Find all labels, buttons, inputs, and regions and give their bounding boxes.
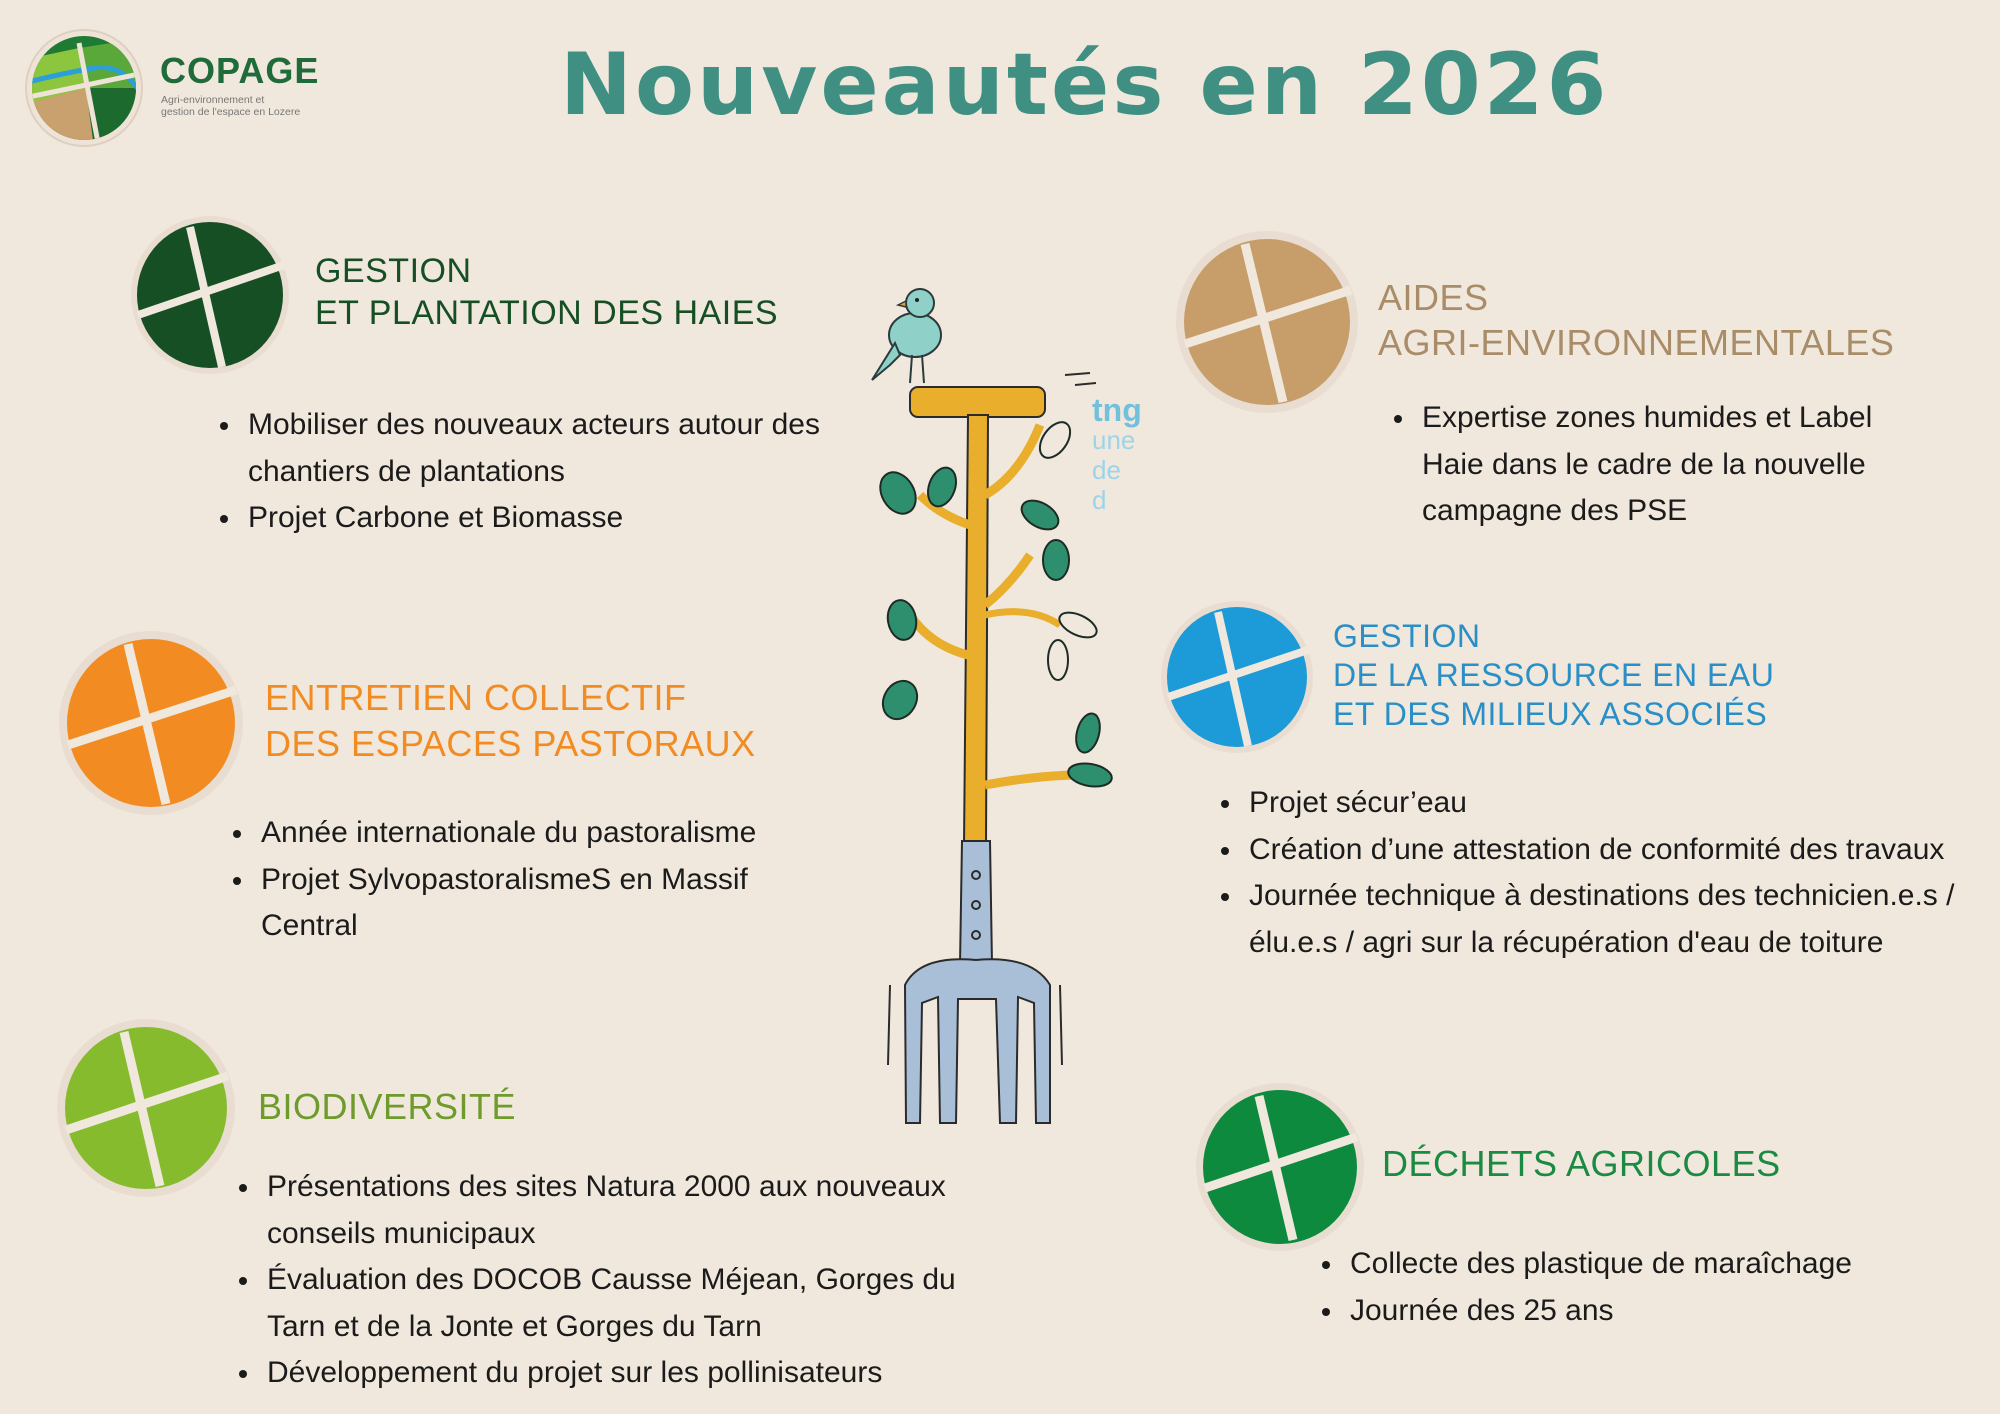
haies-list: [220, 402, 830, 542]
aides-list: [1394, 395, 1914, 535]
garden-fork-illustration: [860, 285, 1150, 1125]
logo-subtitle: Agri-environnement et gestion de l'espace en Lozere: [161, 94, 301, 118]
copage-logo-icon: [24, 28, 144, 148]
list-item: Expertise zones humides et Label Haie dans le cadre de la nouvelle campagne des PSE: [1394, 395, 1914, 535]
copage-logo: [24, 28, 324, 148]
list-item: Présentations des sites Natura 2000 aux nouveaux conseils municipaux: [239, 1164, 1019, 1257]
list-item: Développement du projet sur les pollinisateurs: [239, 1350, 1019, 1397]
dechets-badge-icon: [1195, 1082, 1365, 1252]
list-item: Projet SylvopastoralismeS en Massif Central: [233, 857, 833, 950]
pastoraux-list: [233, 810, 833, 950]
list-item: Journée technique à destinations des technicien.e.s / élu.e.s / agri sur la récupération d'eau de toiture: [1221, 873, 1981, 966]
bird-icon: [872, 289, 941, 383]
biodiversite-heading: BIODIVERSITÉ: [258, 1086, 517, 1127]
list-item: Année internationale du pastoralisme: [233, 810, 833, 857]
eau-badge-icon: [1160, 600, 1315, 755]
logo-name: COPAGE: [160, 50, 320, 91]
list-item: Journée des 25 ans: [1322, 1288, 1942, 1335]
faint-text-fragment: tng une de d: [1092, 395, 1142, 515]
dechets-heading: DÉCHETS AGRICOLES: [1382, 1143, 1781, 1184]
list-item: Évaluation des DOCOB Causse Méjean, Gorges du Tarn et de la Jonte et Gorges du Tarn: [239, 1257, 1019, 1350]
list-item: Création d’une attestation de conformité des travaux: [1221, 827, 1981, 874]
list-item: Mobiliser des nouveaux acteurs autour des chantiers de plantations: [220, 402, 830, 495]
eau-list: [1221, 780, 1981, 966]
list-item: Projet sécur’eau: [1221, 780, 1981, 827]
aides-badge-icon: [1175, 230, 1360, 415]
page-title: Nouveautés en 2026: [560, 35, 1610, 135]
haies-heading: GESTION ET PLANTATION DES HAIES: [315, 252, 779, 332]
pastoraux-badge-icon: [58, 630, 244, 816]
aides-heading: AIDES AGRI-ENVIRONNEMENTALES: [1378, 277, 1895, 363]
list-item: Projet Carbone et Biomasse: [220, 495, 830, 542]
haies-badge-icon: [130, 215, 290, 375]
list-item: Collecte des plastique de maraîchage: [1322, 1241, 1942, 1288]
eau-heading: GESTION DE LA RESSOURCE EN EAU ET DES MILIEUX ASSOCIÉS: [1333, 618, 1775, 732]
biodiversite-badge-icon: [56, 1018, 236, 1198]
dechets-list: [1322, 1241, 1942, 1334]
pastoraux-heading: ENTRETIEN COLLECTIF DES ESPACES PASTORAUX: [265, 677, 756, 764]
biodiversite-list: [239, 1164, 1019, 1397]
